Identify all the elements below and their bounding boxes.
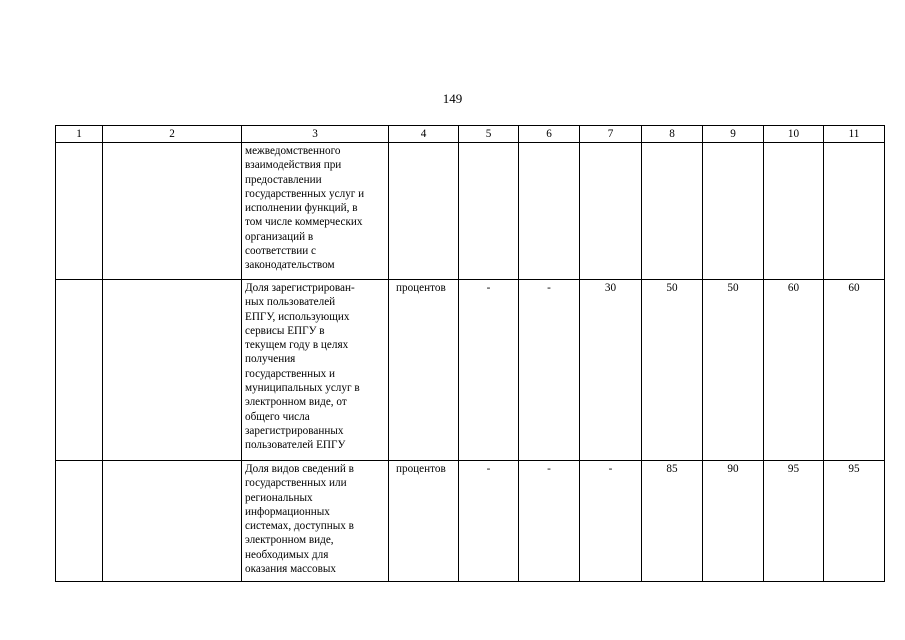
value-cell: 95 [764, 461, 824, 582]
unit-cell: процентов [389, 461, 459, 582]
description-line: электронном виде, от [245, 396, 347, 409]
description-line: системах, доступных в [245, 520, 354, 533]
value-cell: 50 [642, 280, 703, 461]
description-line: пользователей ЕПГУ [245, 439, 346, 452]
description-line: информационных [245, 505, 330, 518]
description-line: оказания массовых [245, 563, 337, 576]
unit-cell: процентов [389, 280, 459, 461]
description-line: том числе коммерческих [245, 216, 363, 229]
description-line: муниципальных услуг в [245, 382, 360, 395]
column-header: 3 [242, 126, 389, 143]
description-line: зарегистрированных [245, 424, 344, 437]
description-line: государственных услуг и [245, 187, 365, 200]
description-line: электронном виде, [245, 534, 334, 547]
indicator-description [242, 461, 389, 582]
column-header: 7 [580, 126, 642, 143]
value-cell: 85 [642, 461, 703, 582]
description-line: исполнении функций, в [245, 202, 358, 215]
value-cell: - [459, 461, 519, 582]
column-header: 4 [389, 126, 459, 143]
column-header: 8 [642, 126, 703, 143]
row-cell-2 [103, 280, 242, 461]
description-line: межведомственного [245, 145, 341, 157]
description-line: соответствии с [245, 245, 316, 258]
description-line: законодательством [245, 259, 335, 272]
description-line: общего числа [245, 410, 310, 423]
value-cell: - [580, 461, 642, 582]
row-cell-1 [56, 461, 103, 582]
table-header-row [56, 126, 885, 143]
description-line: сервисы ЕПГУ в [245, 324, 325, 337]
column-header: 6 [519, 126, 580, 143]
value-cell [642, 143, 703, 280]
row-cell-1 [56, 280, 103, 461]
table-row [56, 143, 885, 280]
table-row [56, 280, 885, 461]
description-line: предоставлении [245, 173, 322, 186]
column-header: 10 [764, 126, 824, 143]
description-line: организаций в [245, 230, 314, 243]
value-cell [703, 143, 764, 280]
value-cell: 95 [824, 461, 885, 582]
description-line: взаимодействия при [245, 159, 342, 172]
description-line: текущем году в целях [245, 339, 349, 352]
value-cell: 60 [824, 280, 885, 461]
value-cell: 30 [580, 280, 642, 461]
indicator-description [242, 280, 389, 461]
description-line: Доля зарегистрирован- [245, 282, 355, 294]
value-cell [459, 143, 519, 280]
row-cell-2 [103, 461, 242, 582]
value-cell: 50 [703, 280, 764, 461]
value-cell [764, 143, 824, 280]
column-header: 11 [824, 126, 885, 143]
description-line: ных пользователей [245, 296, 336, 309]
description-line: необходимых для [245, 548, 329, 561]
description-line: ЕПГУ, использующих [245, 310, 350, 323]
value-cell: 90 [703, 461, 764, 582]
value-cell: - [519, 461, 580, 582]
unit-cell [389, 143, 459, 280]
row-cell-1 [56, 143, 103, 280]
value-cell: - [459, 280, 519, 461]
description-line: государственных или [245, 477, 347, 490]
value-cell: - [519, 280, 580, 461]
column-header: 2 [103, 126, 242, 143]
value-cell: 60 [764, 280, 824, 461]
value-cell [580, 143, 642, 280]
indicator-description [242, 143, 389, 280]
page-number: 149 [442, 91, 463, 106]
row-cell-2 [103, 143, 242, 280]
description-line: государственных и [245, 367, 336, 380]
value-cell [519, 143, 580, 280]
column-header: 1 [56, 126, 103, 143]
description-line: получения [245, 353, 296, 366]
column-header: 5 [459, 126, 519, 143]
table-row [56, 461, 885, 582]
value-cell [824, 143, 885, 280]
column-header: 9 [703, 126, 764, 143]
description-line: региональных [245, 491, 313, 504]
description-line: Доля видов сведений в [245, 463, 354, 475]
indicator-table [55, 125, 885, 582]
